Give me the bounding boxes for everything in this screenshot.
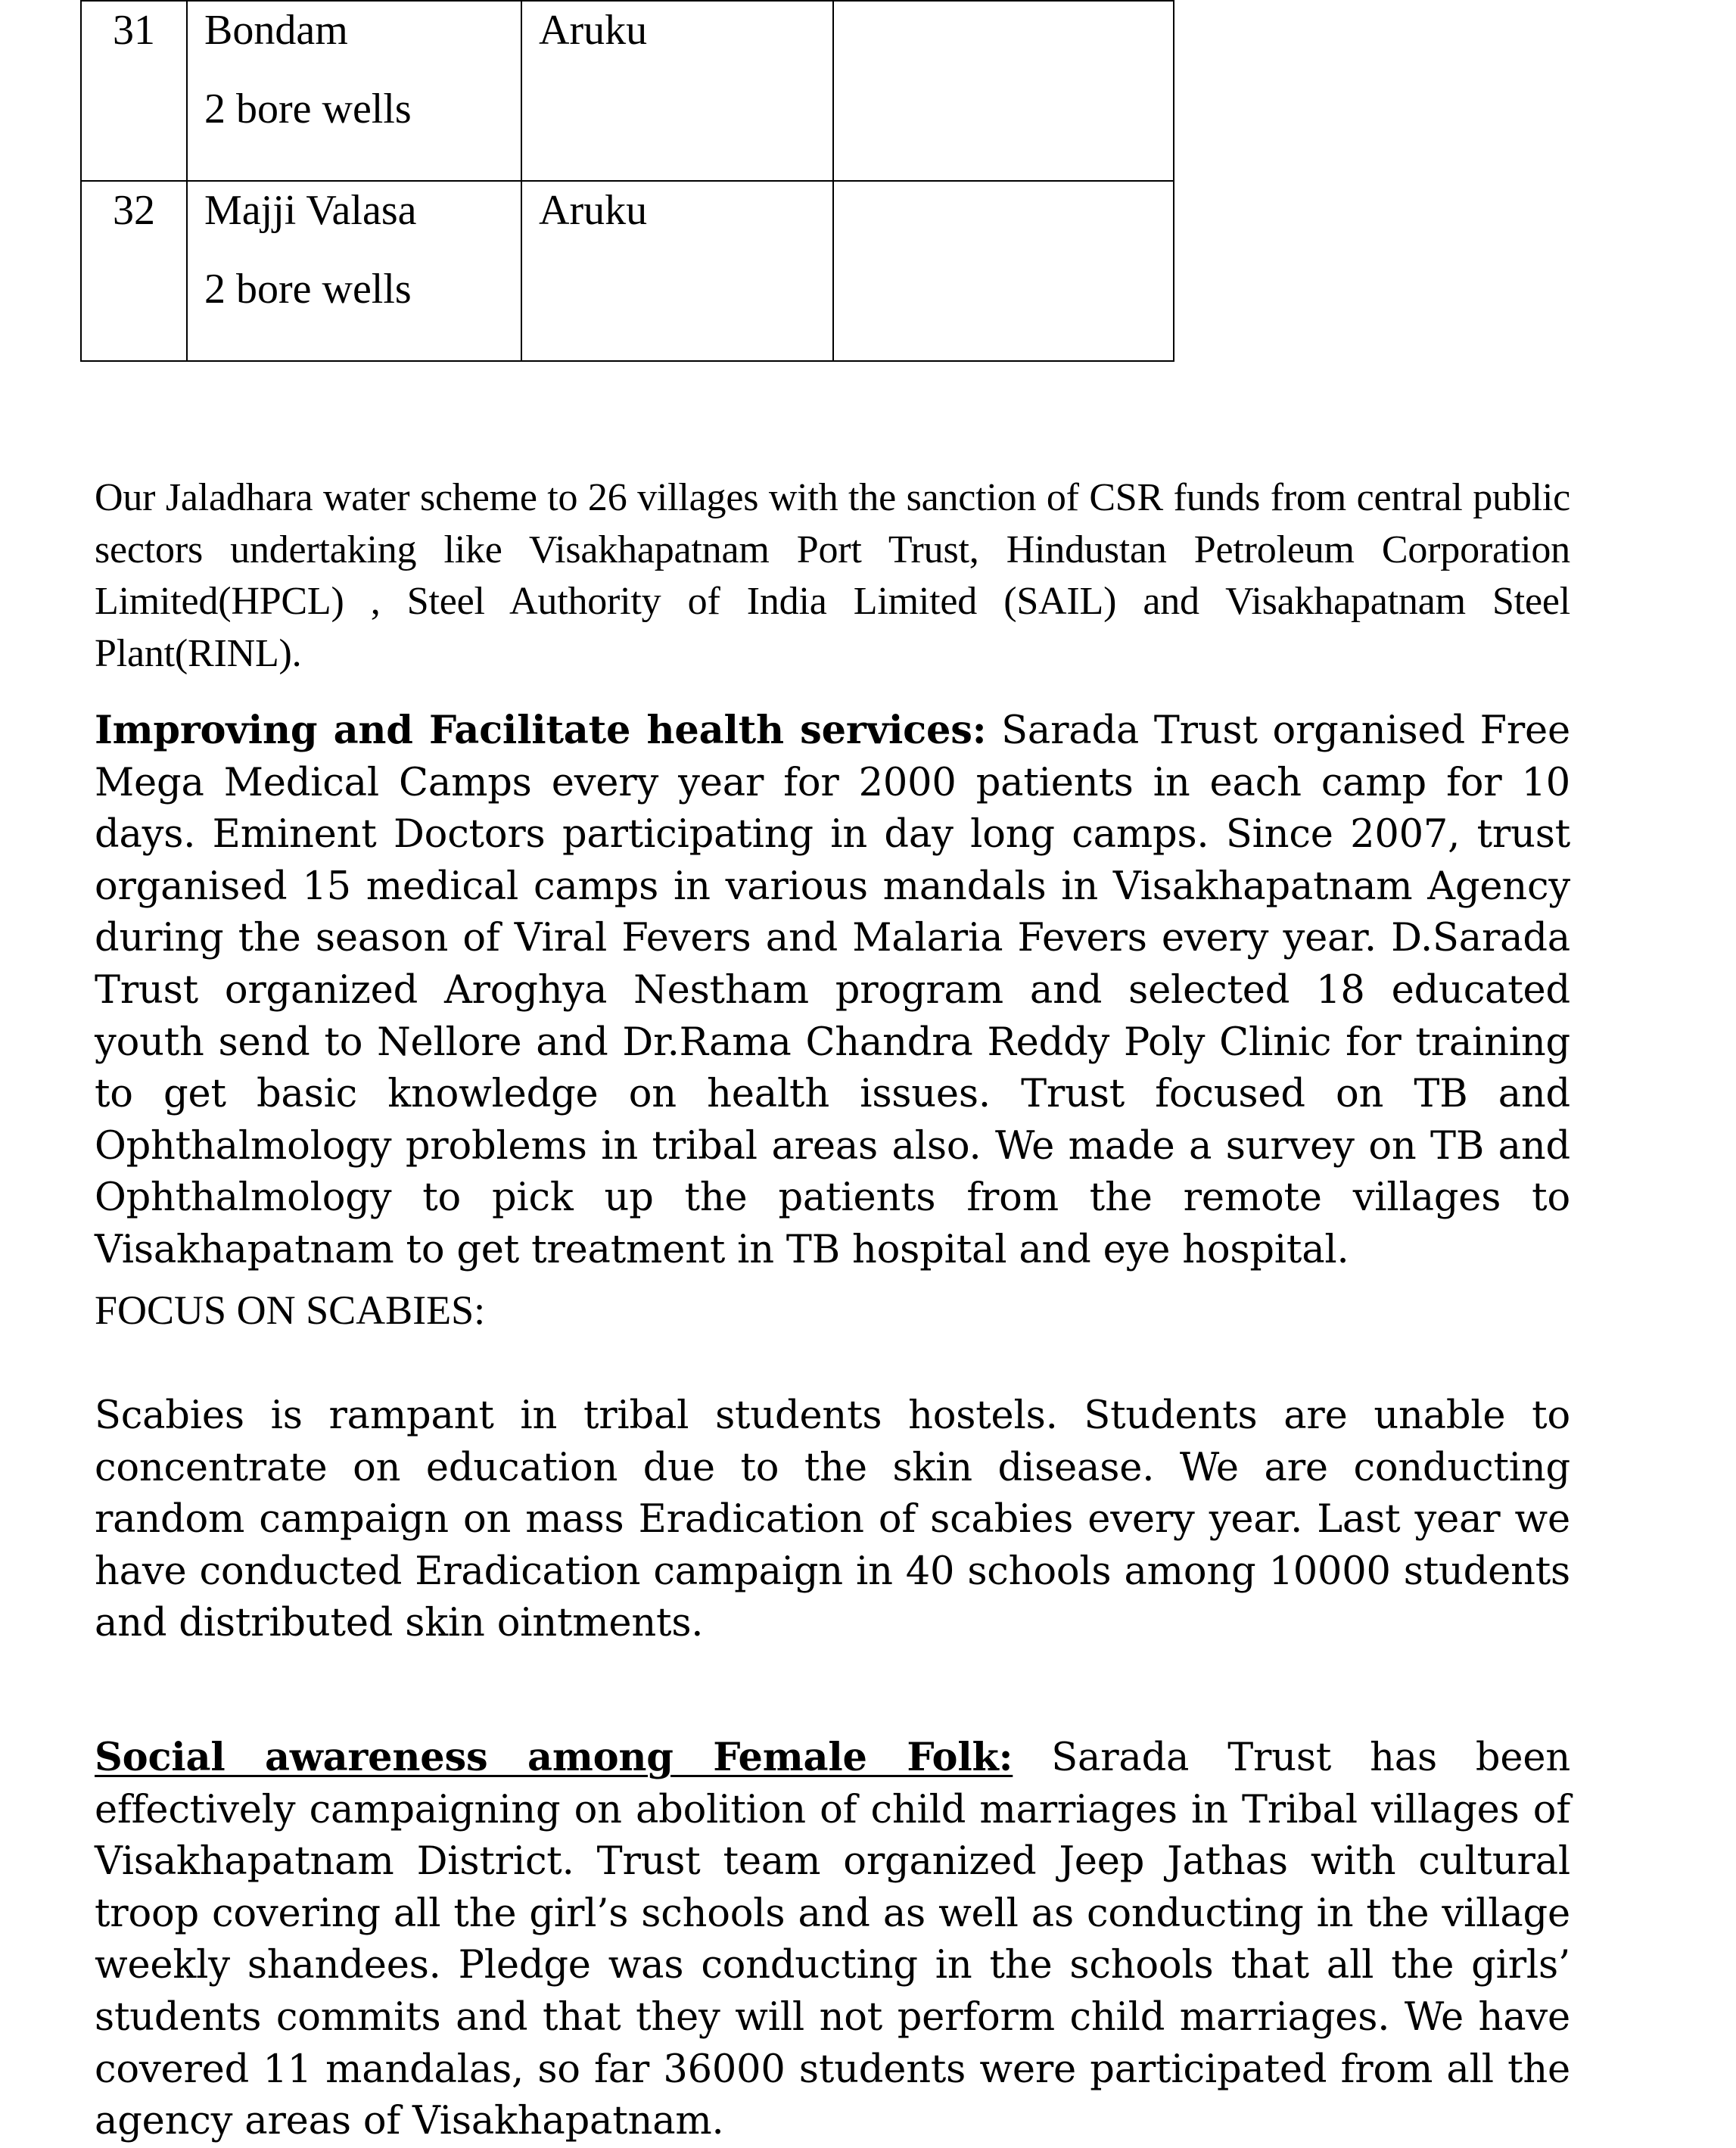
- village-name: Majji Valasa: [204, 187, 417, 234]
- table-row: [81, 181, 1174, 361]
- health-heading: Improving and Facilitate health services:: [95, 708, 987, 753]
- row-number: 32: [81, 181, 187, 361]
- village-detail: 2 bore wells: [204, 266, 412, 313]
- empty-cell: [833, 181, 1174, 361]
- mandal-cell: Aruku: [521, 1, 833, 181]
- empty-cell: [833, 1, 1174, 181]
- health-paragraph: [95, 705, 1570, 1277]
- female-text: Sarada Trust has been effectively campaigning on abolition of child marriages in Tribal villages of Visakhapatnam District. Trust team organized Jeep Jathas with cultural troop covering all the girl’s schools and as well as conducting in the village weekly shandees. Pledge was conducting in the schools that all the girls’ students commits and that they will not perform child marriages. We have covered 11 mandalas, so far 36000 students were participated from all the agency areas of Visakhapatnam.: [95, 1736, 1570, 2144]
- row-number: 31: [81, 1, 187, 181]
- jaladhara-paragraph: [95, 472, 1570, 680]
- female-heading: Social awareness among Female Folk:: [95, 1735, 1013, 1780]
- female-paragraph: [95, 1732, 1570, 2148]
- jaladhara-text: Our Jaladhara water scheme to 26 villages with the sanction of CSR funds from central public sectors undertaking like Visakhapatnam Port Trust, Hindustan Petroleum Corporation Limited(HPCL) , Steel Authority of India Limited (SAIL) and Visakhapatnam Steel Plant(RINL).: [95, 476, 1570, 675]
- scabies-text: Scabies is rampant in tribal students hostels. Students are unable to concentrate on education due to the skin disease. We are conducting random campaign on mass Eradication of scabies every year. Last year we have conducted Eradication campaign in 40 schools among 10000 students and distributed skin ointments.: [95, 1393, 1570, 1646]
- mandal-cell: Aruku: [521, 181, 833, 361]
- health-text: Sarada Trust organised Free Mega Medical Camps every year for 2000 patients in each camp for 10 days. Eminent Doctors participating in day long camps. Since 2007, trust organised 15 medical camps in various mandals in Visakhapatnam Agency during the season of Viral Fevers and Malaria Fevers every year. D.Sarada Trust organized Aroghya Nestham program and selected 18 educated youth send to Nellore and Dr.Rama Chandra Reddy Poly Clinic for training to get basic knowledge on health issues. Trust focused on TB and Ophthalmology problems in tribal areas also. We made a survey on TB and Ophthalmology to pick up the patients from the remote villages to Visakhapatnam to get treatment in TB hospital and eye hospital.: [95, 708, 1570, 1272]
- scabies-paragraph: [95, 1390, 1570, 1650]
- bore-wells-table: [80, 0, 1174, 362]
- village-cell: [187, 181, 521, 361]
- village-name: Bondam: [204, 7, 348, 54]
- table-row: [81, 1, 1174, 181]
- village-cell: [187, 1, 521, 181]
- village-detail: 2 bore wells: [204, 86, 412, 132]
- scabies-heading: FOCUS ON SCABIES:: [95, 1287, 486, 1333]
